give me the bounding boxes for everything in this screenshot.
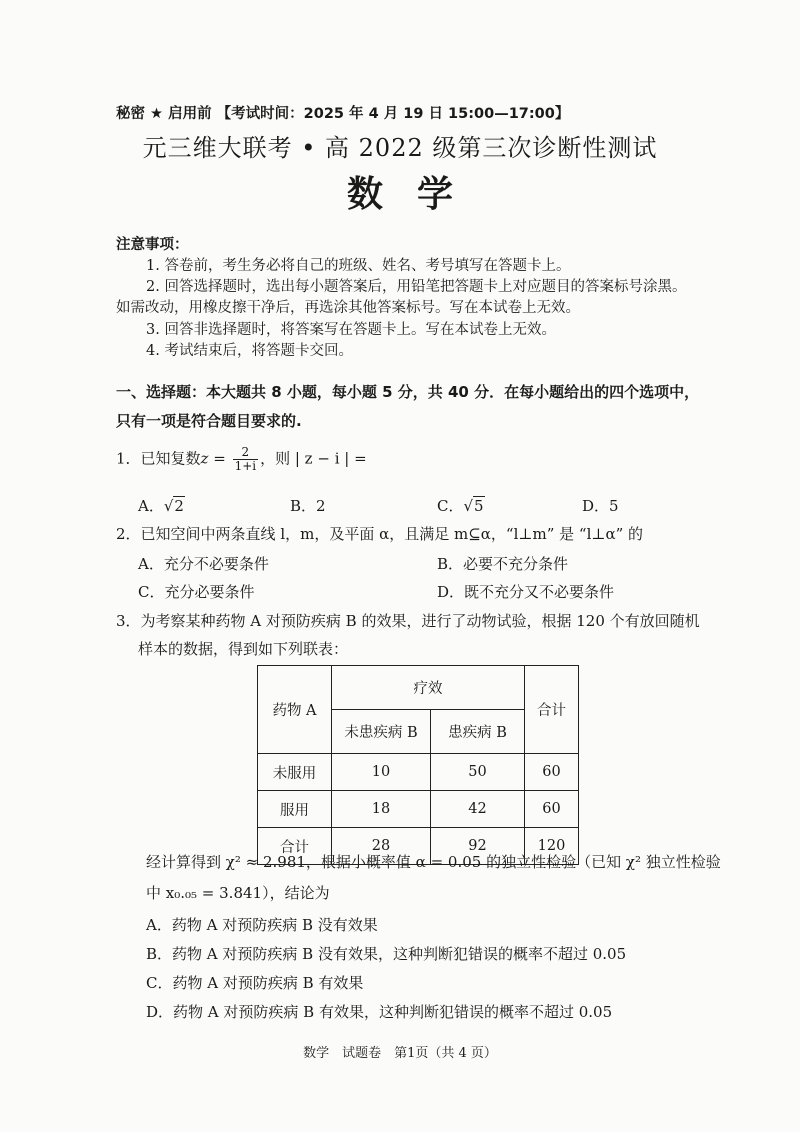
option-text: 充分不必要条件 — [163, 555, 269, 573]
option-label: B． — [290, 497, 317, 515]
notice-item-2-cont: 如需改动，用橡皮擦干净后，再选涂其他答案标号。写在本试卷上无效。 — [116, 300, 580, 316]
option-label: C． — [138, 583, 165, 601]
table-row — [258, 754, 579, 791]
question-2-stem: 2．已知空间中两条直线 l，m，及平面 α，且满足 m⊆α，“l⊥m” 是 “l⊥α” 的 — [116, 525, 644, 543]
option-text: 药物 A 对预防疾病 B 没有效果 — [171, 916, 378, 934]
sqrt-symbol: √2 — [163, 497, 184, 515]
option-label: B． — [437, 555, 464, 573]
table-row-label: 服用 — [258, 791, 332, 828]
notice-heading: 注意事项： — [116, 237, 189, 253]
q2-option-b[interactable] — [437, 553, 568, 574]
notice-item-4: 4. 考试结束后，将答题卡交回。 — [146, 343, 353, 359]
option-label: A． — [146, 916, 172, 934]
q1-option-a[interactable] — [138, 495, 185, 516]
option-value: 5 — [609, 497, 619, 515]
table-row-label: 合计 — [258, 828, 332, 865]
option-value: 2 — [174, 497, 184, 515]
table-effect-header: 疗效 — [332, 666, 525, 710]
q3-option-c[interactable] — [146, 972, 363, 993]
option-text: 药物 A 对预防疾病 B 没有效果，这种判断犯错误的概率不超过 0.05 — [172, 945, 627, 963]
question-1-stem — [116, 446, 367, 473]
section-heading-line2: 只有一项是符合题目要求的. — [116, 412, 302, 430]
notice-item-2: 2. 回答选择题时，选出每小题答案后，用铅笔把答题卡上对应题目的答案标号涂黑。 — [146, 279, 687, 295]
notice-item-3: 3. 回答非选择题时，将答案写在答题卡上。写在本试卷上无效。 — [146, 322, 556, 338]
sqrt-symbol: √5 — [463, 497, 484, 515]
option-label: C． — [146, 974, 173, 992]
table-col1-header: 未患疾病 B — [332, 710, 431, 754]
q1-prefix: 1．已知复数 — [116, 449, 201, 468]
q1-option-b[interactable] — [290, 495, 326, 516]
question-3-stem-line2: 样本的数据，得到如下列联表： — [138, 640, 349, 658]
table-cell: 60 — [525, 754, 579, 791]
option-label: A． — [138, 555, 164, 573]
q1-eq: = — [208, 449, 231, 468]
table-row-label: 未服用 — [258, 754, 332, 791]
q3-option-a[interactable] — [146, 914, 378, 935]
q2-option-a[interactable] — [138, 553, 269, 574]
table-col2-header: 患疾病 B — [431, 710, 525, 754]
section-heading-line1: 一、选择题：本大题共 8 小题，每小题 5 分，共 40 分．在每小题给出的四个选项中， — [116, 383, 700, 401]
table-cell: 120 — [525, 828, 579, 865]
q1-denominator: 1+i — [234, 459, 257, 473]
table-cell: 50 — [431, 754, 525, 791]
table-cell: 10 — [332, 754, 431, 791]
question-3-after-line1: 经计算得到 χ² ≈ 2.981，根据小概率值 α = 0.05 的独立性检验（已知 χ² 独立性检验 — [146, 853, 721, 871]
table-row — [258, 791, 579, 828]
table-corner-cell: 药物 A — [258, 666, 332, 754]
table-header-row — [258, 666, 579, 710]
notice-item-1: 1. 答卷前，考生务必将自己的班级、姓名、考号填写在答题卡上。 — [146, 258, 571, 274]
q1-z: z — [200, 449, 209, 468]
table-cell: 18 — [332, 791, 431, 828]
option-text: 必要不充分条件 — [463, 555, 569, 573]
option-text: 充分必要条件 — [164, 583, 255, 601]
q2-option-d[interactable] — [437, 581, 614, 602]
q1-fraction — [233, 446, 259, 473]
page-footer: 数学 试题卷 第1页（共 4 页） — [303, 1046, 497, 1061]
table-cell: 28 — [332, 828, 431, 865]
q1-option-d[interactable] — [582, 495, 619, 516]
table-cell: 92 — [431, 828, 525, 865]
question-3-after-line2: 中 x₀.₀₅ = 3.841），结论为 — [146, 884, 330, 902]
option-label: D． — [146, 1003, 174, 1021]
question-3-stem-line1: 3．为考察某种药物 A 对预防疾病 B 的效果，进行了动物试验，根据 120 个有放回随机 — [116, 612, 700, 630]
option-label: D． — [437, 583, 465, 601]
table-total-header: 合计 — [525, 666, 579, 754]
q3-option-d[interactable] — [146, 1001, 612, 1022]
option-label: A． — [138, 497, 164, 515]
option-text: 药物 A 对预防疾病 B 有效果 — [172, 974, 364, 992]
option-label: C． — [437, 497, 464, 515]
option-text: 药物 A 对预防疾病 B 有效果，这种判断犯错误的概率不超过 0.05 — [173, 1003, 613, 1021]
confidential-line: 秘密 ★ 启用前 【考试时间：2025 年 4 月 19 日 15:00—17:00】 — [116, 106, 570, 122]
table-cell: 60 — [525, 791, 579, 828]
q1-option-c[interactable] — [437, 495, 485, 516]
q1-numerator: 2 — [233, 446, 259, 460]
option-label: B． — [146, 945, 173, 963]
option-value: 2 — [316, 497, 326, 515]
contingency-table — [257, 665, 579, 865]
exam-title: 元三维大联考 • 高 2022 级第三次诊断性测试 — [142, 134, 658, 162]
subject-title: 数学 — [346, 174, 487, 215]
option-label: D． — [582, 497, 610, 515]
option-text: 既不充分又不必要条件 — [464, 583, 615, 601]
option-value: 5 — [474, 497, 484, 515]
q3-option-b[interactable] — [146, 943, 626, 964]
table-cell: 42 — [431, 791, 525, 828]
q2-option-c[interactable] — [138, 581, 255, 602]
q1-suffix: ，则 | z − i | = — [260, 449, 367, 468]
